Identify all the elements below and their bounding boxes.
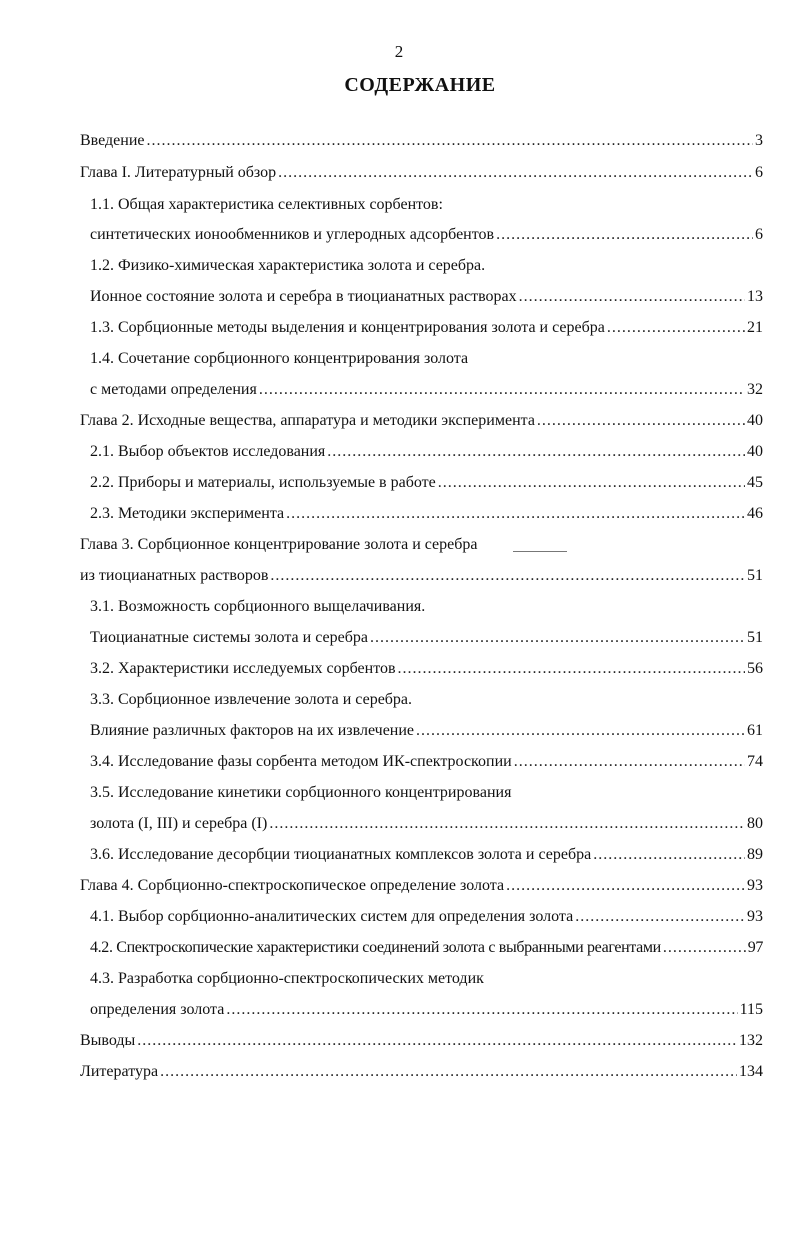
toc-entry-page: 21 — [747, 319, 763, 336]
toc-entry-3-5-line2[interactable] — [90, 810, 763, 838]
toc-entry-label: 3.4. Исследование фазы сорбента методом ИК-спектроскопии — [90, 753, 512, 770]
toc-entry-label: 4.2. Спектроскопические характеристики соединений золота с выбранными реагентами — [90, 939, 661, 956]
toc-entry-label: Литература — [80, 1063, 159, 1080]
toc-entry-label: Тиоцианатные системы золота и серебра — [90, 629, 368, 646]
toc-entry-2-1[interactable] — [90, 438, 763, 466]
toc-entry-3-6[interactable] — [90, 841, 763, 869]
toc-entry-page: 115 — [739, 1001, 763, 1018]
toc-entry-label: 1.2. Физико-химическая характеристика золота и серебра. — [90, 257, 486, 274]
toc-entry-3-3-line2[interactable] — [90, 717, 763, 745]
toc-entry-label: Глава 4. Сорбционно-спектроскопическое определение золота — [80, 877, 505, 894]
toc-entry-label: 3.1. Возможность сорбционного выщелачивания. — [90, 598, 426, 615]
toc-entry-page: 6 — [755, 164, 763, 181]
toc-entry-label: 3.2. Характеристики исследуемых сорбентов — [90, 660, 396, 677]
toc-entry-label: Глава 3. Сорбционное концентрирование золота и серебра — [80, 536, 478, 553]
toc-entry-label: 2.3. Методики эксперимента — [90, 505, 285, 522]
toc-entry-4-3-line2[interactable] — [90, 996, 763, 1024]
toc-entry-label: Ионное состояние золота и серебра в тиоцианатных растворах — [90, 288, 517, 305]
toc-entry-page: 132 — [739, 1032, 763, 1049]
toc-entry-page: 51 — [747, 567, 763, 584]
toc-entry-page: 134 — [739, 1063, 763, 1080]
toc-entry-label: 1.4. Сочетание сорбционного концентрирования золота — [90, 350, 469, 367]
toc-entry-label: 4.1. Выбор сорбционно-аналитических систем для определения золота — [90, 908, 574, 925]
toc-entry-label: Выводы — [80, 1032, 136, 1049]
toc-entry-1-4-line2[interactable] — [90, 376, 763, 404]
toc-entry-page: 93 — [747, 908, 763, 925]
toc-entry-1-1-line2[interactable] — [90, 221, 763, 249]
toc-entry-label: Глава I. Литературный обзор — [80, 164, 277, 181]
toc-entry-2-2[interactable] — [90, 469, 763, 497]
toc-entry-3-5-line1[interactable] — [90, 779, 763, 807]
toc-entry-label: 3.6. Исследование десорбции тиоцианатных комплексов золота и серебра — [90, 846, 592, 863]
toc-entry-2-3[interactable] — [90, 500, 763, 528]
toc-entry-label: 2.1. Выбор объектов исследования — [90, 443, 326, 460]
toc-entry-1-2-line1[interactable] — [90, 252, 763, 280]
toc-entry-chapter-3-line2[interactable] — [80, 562, 763, 590]
toc-entry-3-2[interactable] — [90, 655, 763, 683]
toc-entry-label: Влияние различных факторов на их извлечение — [90, 722, 415, 739]
toc-entry-1-2-line2[interactable] — [90, 283, 763, 311]
toc-entry-label: 3.5. Исследование кинетики сорбционного концентрирования — [90, 784, 512, 801]
toc-entry-page: 32 — [747, 381, 763, 398]
toc-entry-conclusions[interactable] — [80, 1027, 763, 1055]
toc-entry-page: 97 — [747, 939, 763, 956]
toc-entry-label: Глава 2. Исходные вещества, аппаратура и методики эксперимента — [80, 412, 535, 429]
toc-entry-chapter-4[interactable] — [80, 872, 763, 900]
toc-entry-label: определения золота — [90, 1001, 225, 1018]
toc-entry-page: 56 — [747, 660, 763, 677]
toc-entry-label: 4.3. Разработка сорбционно-спектроскопических методик — [90, 970, 484, 987]
toc-entry-chapter-1[interactable] — [80, 159, 763, 187]
toc-entry-4-3-line1[interactable] — [90, 965, 763, 993]
toc-entry-4-1[interactable] — [90, 903, 763, 931]
toc-entry-page: 61 — [747, 722, 763, 739]
toc-entry-3-4[interactable] — [90, 748, 763, 776]
toc-entry-references[interactable] — [80, 1058, 763, 1086]
toc-entry-page: 40 — [747, 412, 763, 429]
toc-entry-page: 13 — [747, 288, 763, 305]
toc-entry-label: с методами определения — [90, 381, 257, 398]
toc-entry-page: 45 — [747, 474, 763, 491]
toc-entry-label: из тиоцианатных растворов — [80, 567, 269, 584]
page-number: 2 — [394, 42, 404, 61]
page-title: СОДЕРЖАНИЕ — [344, 74, 496, 96]
toc-entry-introduction[interactable] — [80, 127, 763, 155]
toc-entry-label: синтетических ионообменников и углеродных адсорбентов — [90, 226, 495, 243]
toc-entry-1-4-line1[interactable] — [90, 345, 763, 373]
toc-entry-page: 80 — [747, 815, 763, 832]
toc-entry-page: 3 — [755, 132, 763, 149]
toc-entry-1-1-line1[interactable] — [90, 191, 763, 219]
toc-entry-page: 6 — [755, 226, 763, 243]
toc-entry-label: Введение — [80, 132, 145, 149]
toc-entry-1-3[interactable] — [90, 314, 763, 342]
toc-entry-3-1-line2[interactable] — [90, 624, 763, 652]
toc-entry-chapter-3-line1[interactable] — [80, 531, 763, 559]
toc-entry-page: 46 — [747, 505, 763, 522]
toc-entry-page: 93 — [747, 877, 763, 894]
toc-entry-page: 51 — [747, 629, 763, 646]
toc-entry-label: 2.2. Приборы и материалы, используемые в работе — [90, 474, 436, 491]
toc-entry-4-2[interactable] — [90, 934, 763, 962]
pen-stroke-mark — [513, 551, 567, 552]
toc-entry-chapter-2[interactable] — [80, 407, 763, 435]
toc-entry-page: 74 — [747, 753, 763, 770]
toc-entry-label: 3.3. Сорбционное извлечение золота и серебра. — [90, 691, 413, 708]
toc-entry-label: 1.3. Сорбционные методы выделения и концентрирования золота и серебра — [90, 319, 605, 336]
toc-entry-3-3-line1[interactable] — [90, 686, 763, 714]
toc-entry-page: 40 — [747, 443, 763, 460]
toc-entry-label: 1.1. Общая характеристика селективных сорбентов: — [90, 196, 443, 213]
toc-entry-3-1-line1[interactable] — [90, 593, 763, 621]
toc-entry-page: 89 — [747, 846, 763, 863]
toc-entry-label: золота (I, III) и серебра (I) — [90, 815, 268, 832]
